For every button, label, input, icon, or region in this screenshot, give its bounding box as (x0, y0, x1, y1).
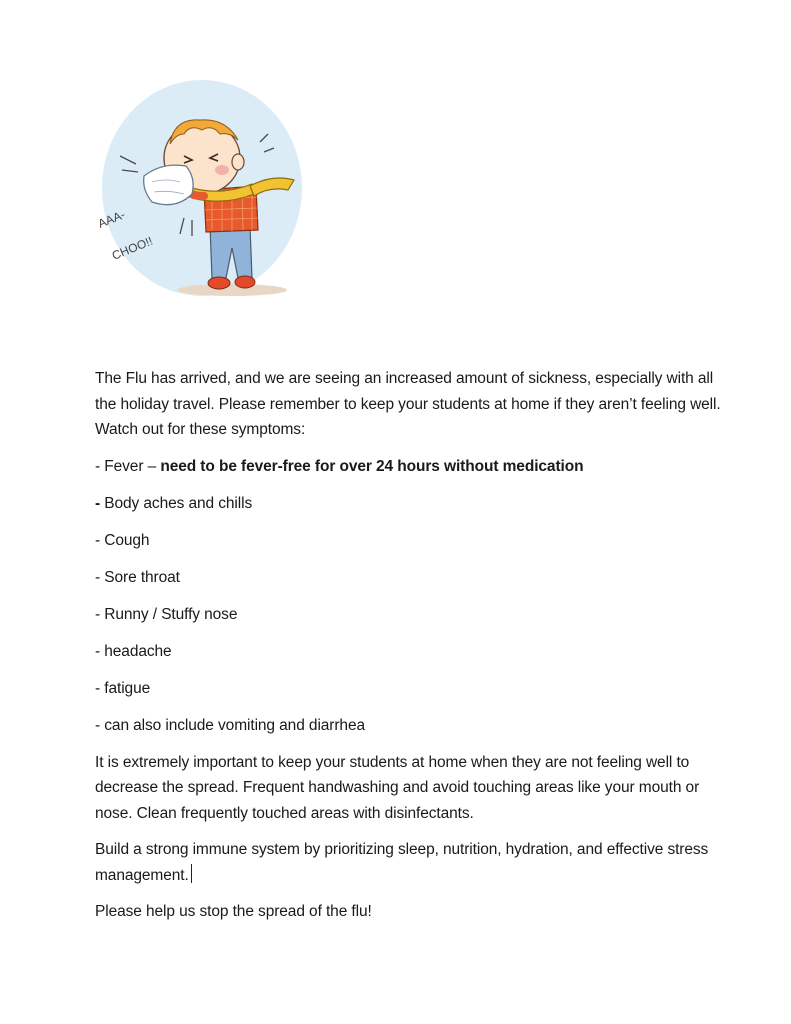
sneezing-child-illustration (92, 78, 307, 313)
cheek (215, 165, 229, 175)
sneeze-text-aaa: AAA- (95, 207, 128, 231)
symptom-body-aches-dash: - (95, 494, 101, 512)
symptom-runny-nose: - Runny / Stuffy nose (95, 605, 238, 623)
immune-text: Build a strong immune system by prioritizing sleep, nutrition, hydration, and effective stress management. (95, 841, 709, 884)
immune-paragraph (95, 837, 735, 888)
ground-shadow (177, 284, 287, 296)
symptom-fever-label: - Fever – (95, 457, 161, 475)
symptom-fever (95, 454, 735, 479)
left-shoe (208, 277, 230, 289)
symptom-body-aches (95, 491, 735, 516)
ear (232, 154, 244, 170)
tissue (144, 165, 193, 205)
letter-body[interactable] (95, 366, 735, 936)
symptom-fatigue: - fatigue (95, 679, 151, 697)
closing-paragraph: Please help us stop the spread of the flu! (95, 903, 372, 920)
symptom-fever-note: need to be fever-free for over 24 hours without medication (160, 457, 584, 475)
symptom-body-aches-text: Body aches and chills (100, 494, 253, 512)
right-shoe (235, 276, 255, 288)
symptom-vomiting: - can also include vomiting and diarrhea (95, 716, 365, 734)
text-cursor (191, 864, 192, 883)
symptom-headache: - headache (95, 642, 172, 660)
prevention-paragraph: It is extremely important to keep your students at home when they are not feeling well to decrease the spread. Frequent handwashing and avoid touching areas like your mouth or nose. Clean frequently touched areas with disinfectants. (95, 753, 700, 822)
sneeze-text-choo: CHOO!! (109, 233, 155, 263)
symptom-cough: - Cough (95, 531, 150, 549)
symptom-sore-throat: - Sore throat (95, 568, 180, 586)
intro-paragraph: The Flu has arrived, and we are seeing an increased amount of sickness, especially with all the holiday travel. Please remember to keep your students at home if they aren’t feeling well. Watch out for these symptoms: (95, 370, 721, 438)
